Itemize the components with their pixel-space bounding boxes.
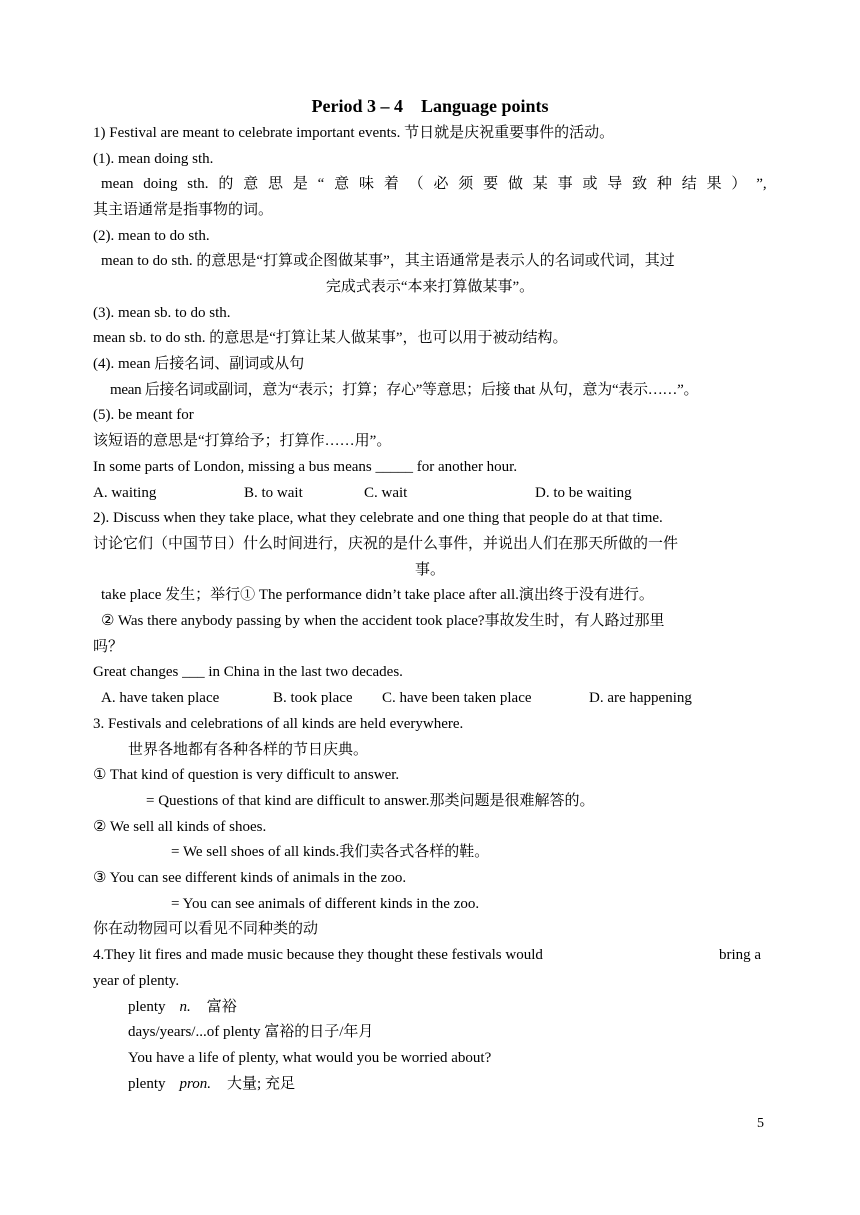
- word: plenty: [128, 999, 166, 1015]
- sentence-2-translation-cont: 事。: [414, 562, 445, 578]
- exercise-2-question: Great changes ___ in China in the last two decades.: [93, 664, 403, 680]
- heading-mean-sb: (3). mean sb. to do sth.: [93, 305, 231, 321]
- plenty-pron-entry: [128, 1074, 295, 1094]
- option-c: C. have been taken place: [382, 690, 532, 706]
- heading-mean-to-do: (2). mean to do sth.: [93, 228, 210, 244]
- heading-mean-doing: (1). mean doing sth.: [93, 151, 214, 167]
- page-number: 5: [757, 1116, 764, 1131]
- kind-example-3-alt: = You can see animals of different kinds in the zoo.: [171, 896, 480, 912]
- explanation-mean-noun: mean 后接名词或副词，意为“表示；打算；存心”等意思；后接 that 从句，意为“表示……”。: [110, 382, 699, 398]
- sentence-4-cont: year of plenty.: [93, 973, 180, 989]
- option-a: A. have taken place: [101, 690, 220, 706]
- part-of-speech: pron.: [179, 1076, 212, 1092]
- take-place-example-2-cont: 吗？: [93, 639, 124, 655]
- sentence-2-translation: 讨论它们（中国节日）什么时间进行，庆祝的是什么事件，并说出人们在那天所做的一件: [93, 536, 679, 552]
- option-c: C. wait: [364, 485, 408, 501]
- heading-be-meant-for: (5). be meant for: [93, 407, 194, 423]
- option-d: D. are happening: [589, 690, 692, 706]
- sentence-1: 1) Festival are meant to celebrate important events. 节日就是庆祝重要事件的活动。: [93, 125, 615, 141]
- plenty-example: You have a life of plenty, what would you be worried about?: [128, 1050, 492, 1066]
- page-title: Period 3 – 4 Language points: [311, 96, 549, 116]
- sentence-3-translation: 世界各地都有各种各样的节日庆典。: [128, 742, 369, 758]
- option-b: B. took place: [273, 690, 353, 706]
- explanation-mean-sb: mean sb. to do sth. 的意思是“打算让某人做某事”，也可以用于被动结构。: [93, 330, 568, 346]
- sentence-2: 2). Discuss when they take place, what they celebrate and one thing that people do at that time.: [93, 510, 663, 526]
- word: plenty: [128, 1076, 166, 1092]
- meaning: 大量; 充足: [227, 1076, 295, 1092]
- kind-example-2: ② We sell all kinds of shoes.: [93, 819, 267, 835]
- meaning: 富裕: [206, 999, 237, 1015]
- explanation-mean-doing: mean doing sth. 的 意 思 是 “ 意 味 着 （ 必 须 要 做 某 事 或 导 致 种 结 果 ） ”,: [101, 176, 767, 192]
- sentence-4-end: bring a: [719, 947, 762, 963]
- heading-mean-noun: (4). mean 后接名词、副词或从句: [93, 356, 305, 372]
- plenty-phrase: days/years/...of plenty 富裕的日子/年月: [128, 1024, 374, 1040]
- sentence-4: 4.They lit fires and made music because they thought these festivals would: [93, 947, 543, 963]
- exercise-1-question: In some parts of London, missing a bus means _____ for another hour.: [93, 459, 518, 475]
- explanation-mean-doing-cont: 其主语通常是指事物的词。: [93, 202, 274, 218]
- take-place-example-1: take place 发生；举行① The performance didn’t take place after all.演出终于没有进行。: [101, 587, 654, 603]
- explanation-mean-to-do-cont: 完成式表示“本来打算做某事”。: [325, 279, 535, 295]
- option-a: A. waiting: [93, 485, 157, 501]
- sentence-3: 3. Festivals and celebrations of all kinds are held everywhere.: [93, 716, 464, 732]
- part-of-speech: n.: [179, 999, 191, 1015]
- option-b: B. to wait: [244, 485, 303, 501]
- plenty-noun-entry: [128, 997, 237, 1017]
- kind-example-3-translation: 你在动物园可以看见不同种类的动: [93, 921, 319, 937]
- option-d: D. to be waiting: [535, 485, 632, 501]
- kind-example-3: ③ You can see different kinds of animals in the zoo.: [93, 870, 407, 886]
- kind-example-2-alt: = We sell shoes of all kinds.我们卖各式各样的鞋。: [171, 844, 490, 860]
- take-place-example-2: ② Was there anybody passing by when the accident took place?事故发生时，有人路过那里: [101, 613, 665, 629]
- explanation-mean-to-do: mean to do sth. 的意思是“打算或企图做某事”，其主语通常是表示人的名词或代词，其过: [101, 253, 675, 269]
- kind-example-1: ① That kind of question is very difficult to answer.: [93, 767, 400, 783]
- explanation-be-meant-for: 该短语的意思是“打算给予；打算作……用”。: [93, 433, 392, 449]
- kind-example-1-alt: = Questions of that kind are difficult to answer.那类问题是很难解答的。: [146, 793, 595, 809]
